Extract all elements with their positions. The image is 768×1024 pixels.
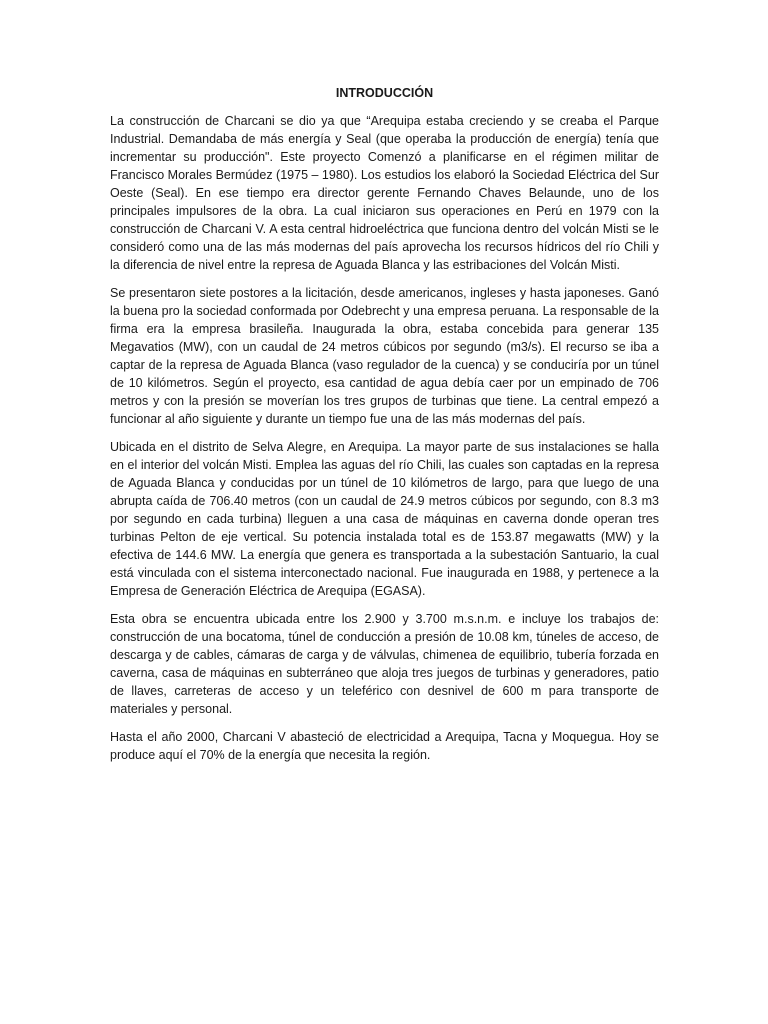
paragraph-3: Ubicada en el distrito de Selva Alegre, en Arequipa. La mayor parte de sus instalaciones se halla en el interior del volcán Misti. Emplea las aguas del río Chili, las cuales son captadas en la represa de Aguada Blanca y conducidas por un túnel de 10 kilómetros de largo, para que luego de una abrupta caída de 706.40 metros (con un caudal de 24.9 metros cúbicos por segundo, con 8.3 m3 por segundo en cada turbina) lleguen a una casa de máquinas en caverna donde operan tres turbinas Pelton de eje vertical. Su potencia instalada total es de 153.87 megawatts (MW) y la efectiva de 144.6 MW. La energía que genera es transportada a la subestación Santuario, la cual está vinculada con el sistema interconectado nacional. Fue inaugurada en 1988, y pertenece a la Empresa de Generación Eléctrica de Arequipa (EGASA). <box>110 440 659 598</box>
paragraph-4: Esta obra se encuentra ubicada entre los 2.900 y 3.700 m.s.n.m. e incluye los trabajos de: construcción de una bocatoma, túnel de conducción a presión de 10.08 km, túneles de acceso, de descarga y de cables, cámaras de carga y de válvulas, chimenea de equilibrio, tubería forzada en caverna, casa de máquinas en subterráneo que aloja tres juegos de turbinas y generadores, patio de llaves, carreteras de acceso y un teleférico con desnivel de 600 m para transporte de materiales y personal. <box>110 612 659 716</box>
paragraph-1: La construcción de Charcani se dio ya que “Arequipa estaba creciendo y se creaba el Parque Industrial. Demandaba de más energía y Seal (que operaba la producción de energía) tenía que incrementar su producción". Este proyecto Comenzó a planificarse en el régimen militar de Francisco Morales Bermúdez (1975 – 1980). Los estudios los elaboró la Sociedad Eléctrica del Sur Oeste (Seal). En ese tiempo era director gerente Fernando Chaves Belaunde, uno de los principales impulsores de la obra. La cual iniciaron sus operaciones en Perú en 1979 con la construcción de Charcani V. A esta central hidroeléctrica que funciona dentro del volcán Misti se le consideró como una de las más modernas del país aprovecha los recursos hídricos del río Chili y la diferencia de nivel entre la represa de Aguada Blanca y las estribaciones del Volcán Misti. <box>110 114 659 272</box>
document-title: INTRODUCCIÓN <box>335 86 434 100</box>
paragraph-5: Hasta el año 2000, Charcani V abasteció de electricidad a Arequipa, Tacna y Moquegua. Hoy se produce aquí el 70% de la energía que necesita la región. <box>110 730 659 762</box>
document-body <box>110 84 659 774</box>
paragraph-2: Se presentaron siete postores a la licitación, desde americanos, ingleses y hasta japoneses. Ganó la buena pro la sociedad conformada por Odebrecht y una empresa peruana. La responsable de la firma era la empresa brasileña. Inaugurada la obra, estaba concebida para generar 135 Megavatios (MW), con un caudal de 24 metros cúbicos por segundo (m3/s). El recurso se iba a captar de la represa de Aguada Blanca (vaso regulador de la cuenca) y se conduciría por un túnel de 10 kilómetros. Según el proyecto, esa cantidad de agua debía caer por un empinado de 706 metros y con la presión se moverían los tres grupos de turbinas que tiene. La central empezó a funcionar al año siguiente y durante un tiempo fue una de las más modernas del país. <box>110 286 659 426</box>
